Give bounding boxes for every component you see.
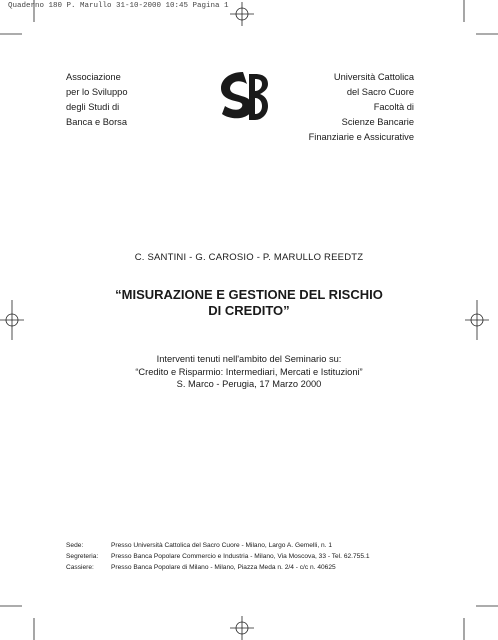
footer-label: Sede: bbox=[66, 542, 84, 549]
seminar-line: Interventi tenuti nell'ambito del Seminario su: bbox=[156, 354, 342, 364]
footer-text: Presso Università Cattolica del Sacro Cuore - Milano, Largo A. Gemelli, n. 1 bbox=[111, 542, 332, 549]
footer-label: Segreteria: bbox=[66, 553, 99, 560]
footer-row-sede bbox=[66, 540, 370, 551]
association-name bbox=[66, 70, 128, 130]
university-line: Finanziarie e Assicurative bbox=[308, 132, 414, 142]
university-line: Scienze Bancarie bbox=[341, 117, 414, 127]
footer-row-segreteria bbox=[66, 551, 370, 562]
university-line: del Sacro Cuore bbox=[346, 87, 414, 97]
association-line: degli Studi di bbox=[66, 102, 120, 112]
authors: C. SANTINI - G. CAROSIO - P. MARULLO REEDTZ bbox=[134, 252, 364, 263]
footer-text: Presso Banca Popolare Commercio e Industria - Milano, Via Moscova, 33 - Tel. 62.755.1 bbox=[111, 553, 370, 560]
footer-text: Presso Banca Popolare di Milano - Milano, Piazza Meda n. 2/4 - c/c n. 40625 bbox=[111, 564, 336, 571]
registration-mark-top bbox=[230, 2, 254, 26]
print-slug: Quaderno 180 P. Marullo 31-10-2000 10:45 Pagina 1 bbox=[8, 2, 229, 10]
seminar-info bbox=[0, 353, 498, 391]
footer-label: Cassiere: bbox=[66, 564, 94, 571]
university-name bbox=[309, 70, 414, 145]
university-line: Università Cattolica bbox=[333, 72, 414, 82]
footer-info bbox=[66, 540, 370, 573]
seminar-line: “Credito e Risparmio: Intermediari, Mercati e Istituzioni” bbox=[135, 366, 363, 377]
association-line: Banca e Borsa bbox=[66, 117, 127, 127]
title-line: “MISURAZIONE E GESTIONE DEL RISCHIO bbox=[115, 287, 383, 302]
registration-mark-bottom bbox=[230, 616, 254, 640]
sb-monogram-logo-icon bbox=[219, 70, 269, 122]
document-title bbox=[0, 287, 498, 319]
seminar-line: S. Marco - Perugia, 17 Marzo 2000 bbox=[176, 379, 322, 389]
association-line: Associazione bbox=[66, 72, 121, 82]
association-line: per lo Sviluppo bbox=[66, 87, 128, 97]
title-line: DI CREDITO” bbox=[208, 303, 290, 318]
university-line: Facoltà di bbox=[373, 102, 414, 112]
footer-row-cassiere bbox=[66, 562, 370, 573]
